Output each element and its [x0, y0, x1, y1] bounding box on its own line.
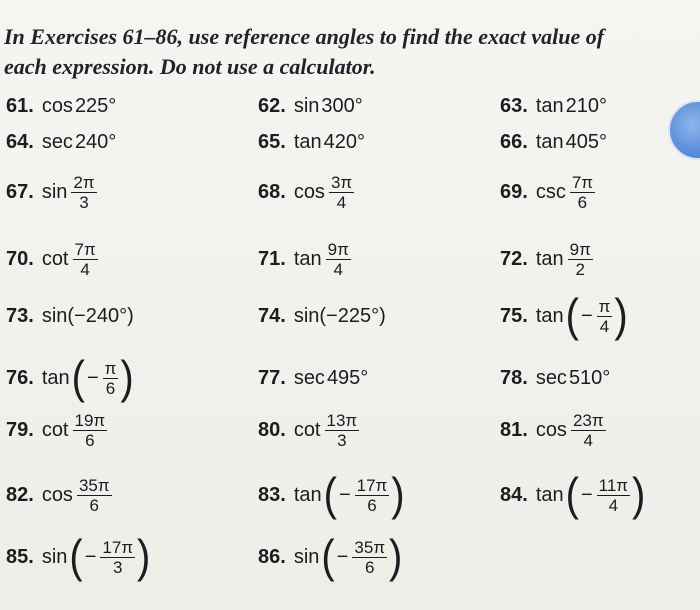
page-edge-tab — [668, 100, 700, 160]
left-paren: ( — [565, 290, 579, 342]
exercise-66 — [500, 126, 607, 158]
fraction — [597, 476, 630, 515]
exercise-number: 68. — [258, 180, 286, 203]
trig-function: cos — [41, 94, 73, 117]
exercise-68 — [258, 162, 356, 222]
trig-function: tan — [41, 366, 70, 389]
exercise-number: 71. — [258, 247, 286, 270]
trig-function: cos — [293, 180, 325, 203]
trig-function: sin — [293, 94, 320, 117]
trig-function: sin(−240°) — [41, 304, 134, 327]
denominator: 3 — [79, 192, 89, 212]
exercise-64 — [6, 126, 116, 158]
numerator: 17π — [356, 475, 388, 495]
trig-function: sin — [41, 545, 68, 568]
exercise-number: 69. — [500, 180, 528, 203]
fraction — [71, 173, 96, 212]
exercise-number: 76. — [6, 366, 34, 389]
fraction — [100, 538, 135, 577]
exercise-81 — [500, 412, 608, 448]
trig-function: tan — [535, 94, 564, 117]
denominator: 6 — [85, 430, 95, 450]
exercise-71 — [258, 229, 353, 289]
exercise-84 — [500, 467, 645, 523]
trig-function: tan — [293, 247, 322, 270]
denominator: 6 — [577, 192, 588, 212]
exercise-72 — [500, 229, 595, 289]
denominator: 3 — [337, 430, 347, 450]
numerator: 9π — [569, 239, 591, 259]
numerator: 17π — [102, 537, 134, 557]
fraction — [568, 240, 593, 279]
fraction — [325, 411, 360, 450]
fraction — [570, 173, 595, 212]
exercise-number: 86. — [258, 545, 286, 568]
trig-function: sec — [41, 130, 73, 153]
numerator: 35π — [78, 475, 110, 495]
numerator: 7π — [74, 239, 96, 259]
trig-function: tan — [535, 130, 564, 153]
exercise-number: 61. — [6, 94, 34, 117]
trig-function: cot — [41, 418, 69, 441]
right-paren: ) — [389, 531, 403, 583]
numerator: 2π — [73, 172, 95, 192]
exercise-86 — [258, 527, 402, 587]
fraction — [571, 411, 606, 450]
fraction — [329, 173, 354, 212]
exercise-83 — [258, 467, 405, 523]
fraction — [597, 297, 613, 336]
exercise-79 — [6, 412, 109, 448]
exercise-75 — [500, 290, 628, 342]
instructions-line-1: In Exercises 61–86, use reference angles to find the exact value of — [4, 24, 605, 49]
exercise-number: 64. — [6, 130, 34, 153]
numerator: 35π — [354, 537, 386, 557]
fraction — [326, 240, 351, 279]
angle: 300° — [321, 94, 363, 117]
exercise-number: 77. — [258, 366, 286, 389]
instructions — [4, 22, 694, 82]
fraction — [355, 476, 390, 515]
exercise-61 — [6, 90, 116, 122]
trig-function: cos — [535, 418, 567, 441]
minus-sign: − — [86, 366, 99, 389]
angle: 510° — [568, 366, 611, 389]
exercise-73 — [6, 298, 136, 334]
fraction — [77, 476, 112, 515]
minus-sign: − — [336, 545, 349, 568]
fraction — [352, 538, 387, 577]
exercise-number: 73. — [6, 304, 34, 327]
exercise-70 — [6, 229, 100, 289]
trig-function: cos — [41, 483, 73, 506]
exercise-65 — [258, 126, 365, 158]
numerator: π — [104, 358, 117, 378]
trig-function: tan — [535, 247, 564, 270]
trig-function: tan — [293, 130, 322, 153]
numerator: 11π — [598, 475, 629, 495]
denominator: 4 — [583, 430, 593, 450]
numerator: 19π — [74, 410, 106, 430]
instructions-line-2: each expression. Do not use a calculator. — [4, 54, 376, 79]
trig-function: sin — [293, 545, 320, 568]
exercise-number: 70. — [6, 247, 34, 270]
left-paren: ( — [69, 531, 83, 583]
exercise-number: 82. — [6, 483, 34, 506]
numerator: π — [598, 296, 611, 316]
right-paren: ) — [632, 469, 646, 521]
trig-function: sin — [41, 180, 68, 203]
exercise-76 — [6, 350, 134, 406]
right-paren: ) — [614, 290, 628, 342]
fraction — [73, 411, 108, 450]
right-paren: ) — [137, 531, 151, 583]
denominator: 2 — [575, 259, 585, 279]
minus-sign: − — [580, 483, 593, 506]
exercise-number: 78. — [500, 366, 528, 389]
numerator: 13π — [326, 410, 358, 430]
exercise-number: 72. — [500, 247, 528, 270]
exercise-number: 62. — [258, 94, 286, 117]
exercise-number: 75. — [500, 304, 528, 327]
exercise-67 — [6, 162, 99, 222]
angle: 405° — [565, 130, 607, 153]
trig-function: cot — [293, 418, 321, 441]
trig-function: cot — [41, 247, 69, 270]
exercise-number: 81. — [500, 418, 528, 441]
exercise-number: 67. — [6, 180, 34, 203]
denominator: 6 — [105, 378, 116, 398]
minus-sign: − — [338, 483, 351, 506]
trig-function: tan — [293, 483, 322, 506]
numerator: 9π — [327, 239, 349, 259]
exercise-78 — [500, 350, 610, 406]
angle: 225° — [74, 94, 117, 117]
right-paren: ) — [120, 352, 134, 404]
angle: 495° — [326, 366, 369, 389]
exercise-69 — [500, 162, 597, 222]
denominator: 3 — [112, 557, 123, 577]
exercise-number: 80. — [258, 418, 286, 441]
exercise-62 — [258, 90, 363, 122]
left-paren: ( — [321, 531, 335, 583]
denominator: 4 — [336, 192, 347, 212]
denominator: 6 — [367, 495, 377, 515]
trig-function: tan — [535, 483, 564, 506]
minus-sign: − — [84, 545, 97, 568]
right-paren: ) — [391, 469, 405, 521]
exercise-number: 63. — [500, 94, 528, 117]
denominator: 4 — [599, 316, 610, 336]
exercise-74 — [258, 298, 388, 334]
fraction — [73, 240, 98, 279]
denominator: 6 — [364, 557, 375, 577]
trig-function: sec — [535, 366, 567, 389]
exercise-number: 74. — [258, 304, 286, 327]
angle: 210° — [565, 94, 607, 117]
minus-sign: − — [580, 304, 593, 327]
numerator: 3π — [330, 172, 353, 192]
exercise-number: 85. — [6, 545, 34, 568]
numerator: 23π — [572, 410, 604, 430]
angle: 420° — [323, 130, 365, 153]
left-paren: ( — [565, 469, 579, 521]
exercise-number: 84. — [500, 483, 528, 506]
exercise-number: 66. — [500, 130, 528, 153]
trig-function: sec — [293, 366, 325, 389]
exercise-number: 65. — [258, 130, 286, 153]
exercise-number: 79. — [6, 418, 34, 441]
denominator: 4 — [333, 259, 343, 279]
denominator: 4 — [80, 259, 90, 279]
exercise-number: 83. — [258, 483, 286, 506]
exercise-80 — [258, 412, 361, 448]
left-paren: ( — [71, 352, 85, 404]
exercise-85 — [6, 527, 150, 587]
left-paren: ( — [323, 469, 337, 521]
exercise-82 — [6, 467, 114, 523]
trig-function: tan — [535, 304, 564, 327]
angle: 240° — [74, 130, 117, 153]
denominator: 6 — [89, 495, 99, 515]
numerator: 7π — [571, 172, 593, 192]
denominator: 4 — [608, 495, 619, 515]
trig-function: csc — [535, 180, 566, 203]
exercise-63 — [500, 90, 607, 122]
fraction — [103, 359, 119, 398]
exercise-77 — [258, 350, 368, 406]
trig-function: sin(−225°) — [293, 304, 386, 327]
